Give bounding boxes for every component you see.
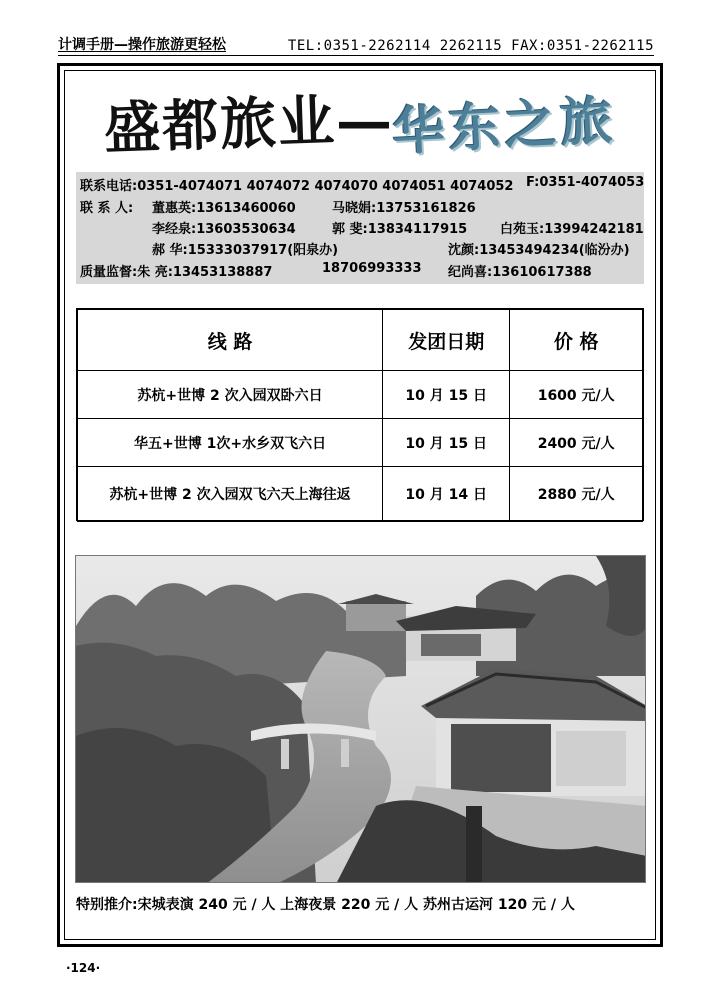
page-number: ·124·	[66, 961, 101, 975]
route-date: 10 月 15 日	[383, 419, 510, 467]
supervisor: 纪尚喜:13610617388	[448, 265, 592, 280]
header-route: 线 路	[78, 310, 383, 371]
table-header-row	[78, 310, 643, 371]
route-price: 2880 元/人	[510, 467, 643, 522]
supervisor-phone: 18706993333	[322, 261, 422, 276]
route-price: 1600 元/人	[510, 371, 643, 419]
page-header	[58, 30, 654, 54]
contact-person: 郭 斐:13834117915	[332, 222, 468, 237]
header-date: 发团日期	[383, 310, 510, 371]
route-price: 2400 元/人	[510, 419, 643, 467]
contact-person: 李经泉:13603530634	[152, 222, 296, 237]
contact-block	[76, 172, 644, 284]
route-name: 华五+世博 1次+水乡双飞六日	[78, 419, 383, 467]
route-date: 10 月 15 日	[383, 371, 510, 419]
route-table	[76, 308, 644, 521]
route-name: 苏杭+世博 2 次入园双卧六日	[78, 371, 383, 419]
tour-name: 华东之旅	[390, 89, 618, 163]
header-contact: TEL:0351-2262114 2262115 FAX:0351-2262115	[287, 38, 654, 54]
header-divider	[58, 55, 654, 56]
header-slogan: 计调手册—操作旅游更轻松	[58, 37, 226, 53]
contact-phone: 联系电话:0351-4074071 4074072 4074070 4074051 4074052	[80, 179, 514, 194]
table-row	[78, 419, 643, 467]
title-dash: —	[335, 88, 392, 154]
contact-person: 董惠英:13613460060	[152, 201, 296, 216]
water-town-photo	[75, 555, 646, 883]
route-date: 10 月 14 日	[383, 467, 510, 522]
contact-person: 郝 华:15333037917(阳泉办)	[152, 243, 339, 258]
company-name: 盛都旅业	[103, 87, 338, 163]
route-name: 苏杭+世博 2 次入园双飞六天上海往返	[78, 467, 383, 522]
contact-person: 沈颜:13453494234(临汾办)	[448, 243, 630, 258]
contact-person: 马晓娟:13753161826	[332, 201, 476, 216]
contact-fax: F:0351-4074053	[526, 175, 645, 190]
contact-person: 白苑玉:13994242181	[500, 222, 644, 237]
special-recommendation: 特别推介:宋城表演 240 元 / 人 上海夜景 220 元 / 人 苏州古运河 120 元 / 人	[76, 897, 575, 913]
header-price: 价 格	[510, 310, 643, 371]
supervisor: 质量监督:朱 亮:13453138887	[80, 265, 273, 280]
table-row	[78, 371, 643, 419]
page-title	[64, 78, 656, 164]
contact-person-label: 联 系 人:	[80, 201, 134, 216]
table-row	[78, 467, 643, 522]
